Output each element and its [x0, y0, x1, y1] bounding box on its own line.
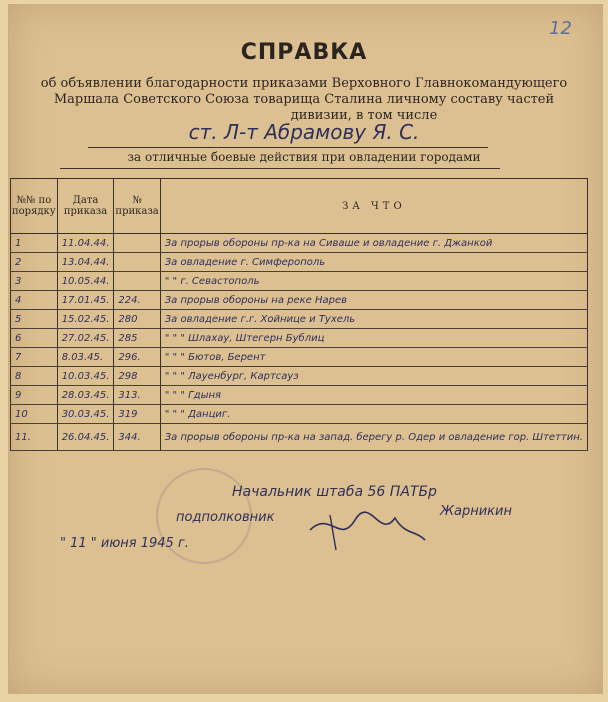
table-row — [11, 348, 588, 367]
recipient-name: ст. Л-т Абрамову Я. С. — [188, 120, 420, 144]
row-number: 3 — [11, 272, 58, 291]
row-reason: За прорыв обороны пр-ка на Сиваше и овладение г. Джанкой — [160, 234, 587, 253]
row-date: 10.05.44. — [57, 272, 114, 291]
header-date: Дата приказа — [57, 179, 114, 234]
row-date: 10.03.45. — [57, 367, 114, 386]
row-number: 5 — [11, 310, 58, 329]
row-order: 344. — [114, 424, 160, 451]
row-number: 8 — [11, 367, 58, 386]
row-order — [114, 234, 160, 253]
subtitle-line-3: дивизии, в том числе — [290, 108, 438, 123]
row-date: 28.03.45. — [57, 386, 114, 405]
recipient-underline — [88, 147, 488, 148]
signature-date: " 11 " июня 1945 г. — [60, 536, 189, 551]
row-number: 4 — [11, 291, 58, 310]
row-reason: " " " Данциг. — [160, 405, 587, 424]
row-date: 15.02.45. — [57, 310, 114, 329]
subtitle-line-1: об объявлении благодарности приказами Верховного Главнокомандующего — [40, 76, 568, 91]
row-number: 6 — [11, 329, 58, 348]
row-date: 17.01.45. — [57, 291, 114, 310]
row-order: 224. — [114, 291, 160, 310]
table-row — [11, 386, 588, 405]
document-title: СПРАВКА — [240, 40, 368, 65]
row-date: 11.04.44. — [57, 234, 114, 253]
table-row — [11, 424, 588, 451]
row-number: 1 — [11, 234, 58, 253]
table-row — [11, 291, 588, 310]
row-order: 296. — [114, 348, 160, 367]
row-number: 7 — [11, 348, 58, 367]
table-row — [11, 310, 588, 329]
row-order: 285 — [114, 329, 160, 348]
row-reason: " " " Гдыня — [160, 386, 587, 405]
page-number: 12 — [549, 18, 572, 39]
table-row — [11, 234, 588, 253]
signature-title: Начальник штаба 56 ПАТБр — [232, 484, 437, 500]
table-row — [11, 405, 588, 424]
header-reason: ЗА ЧТО — [160, 179, 587, 234]
row-reason: " " " Бютов, Берент — [160, 348, 587, 367]
row-order: 280 — [114, 310, 160, 329]
row-number: 9 — [11, 386, 58, 405]
header-number: №№ по порядку — [11, 179, 58, 234]
row-number: 10 — [11, 405, 58, 424]
row-number: 11. — [11, 424, 58, 451]
signature-rank: подполковник — [176, 510, 275, 525]
table-row — [11, 329, 588, 348]
table-row — [11, 272, 588, 291]
row-date: 13.04.44. — [57, 253, 114, 272]
row-date: 26.04.45. — [57, 424, 114, 451]
header-order: № приказа — [114, 179, 160, 234]
row-reason: За овладение г. Симферополь — [160, 253, 587, 272]
row-date: 8.03.45. — [57, 348, 114, 367]
row-reason: За прорыв обороны на реке Нарев — [160, 291, 587, 310]
row-reason: " " " Шлахау, Штегерн Бублиц — [160, 329, 587, 348]
table-row — [11, 253, 588, 272]
subtitle-line-2: Маршала Советского Союза товарища Сталина личному составу частей — [53, 92, 555, 107]
row-reason: " " г. Севастополь — [160, 272, 587, 291]
awards-table — [10, 178, 588, 451]
row-order — [114, 272, 160, 291]
row-order: 298 — [114, 367, 160, 386]
row-reason: За овладение г.г. Хойнице и Тухель — [160, 310, 587, 329]
table-row — [11, 367, 588, 386]
row-date: 30.03.45. — [57, 405, 114, 424]
for-underline — [60, 168, 500, 169]
row-reason: За прорыв обороны пр-ка на запад. берегу р. Одер и овладение гор. Штеттин. — [160, 424, 587, 451]
row-reason: " " " Лауенбург, Картсауз — [160, 367, 587, 386]
table-header-row — [11, 179, 588, 234]
handwritten-signature — [300, 500, 430, 560]
row-order: 319 — [114, 405, 160, 424]
row-number: 2 — [11, 253, 58, 272]
row-order — [114, 253, 160, 272]
signature-name: Жарникин — [440, 504, 512, 519]
for-text: за отличные боевые действия при овладении городами — [127, 150, 481, 164]
row-date: 27.02.45. — [57, 329, 114, 348]
row-order: 313. — [114, 386, 160, 405]
